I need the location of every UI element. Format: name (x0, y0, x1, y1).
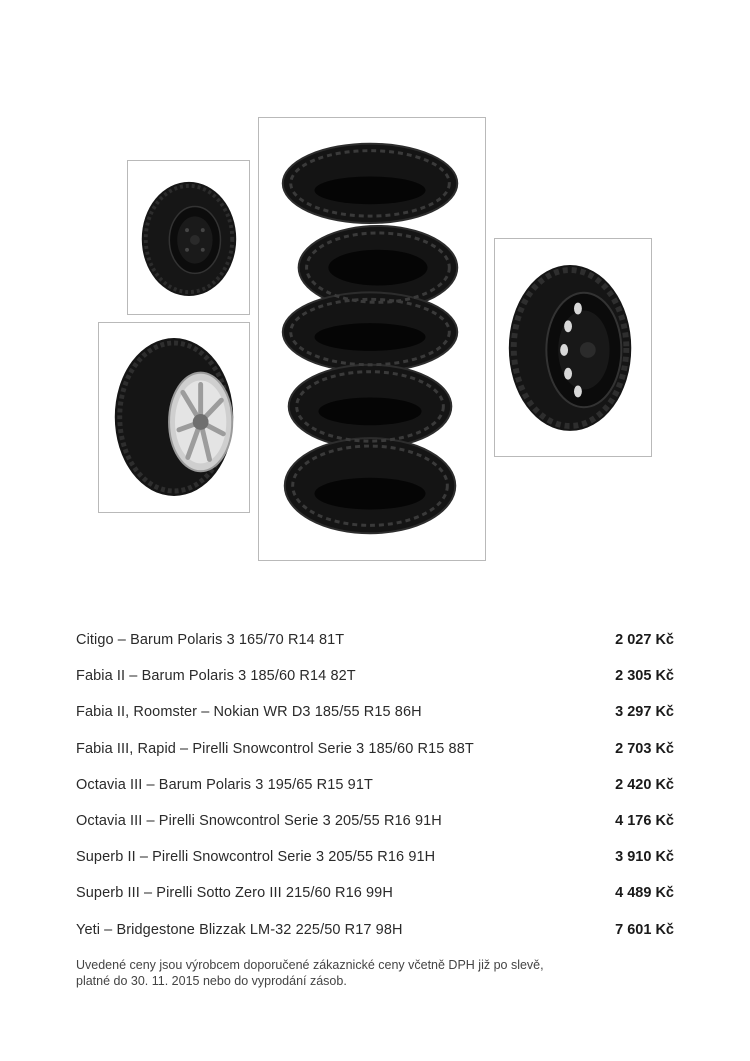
price-list (76, 622, 674, 948)
product-price: 2 703 Kč (615, 740, 674, 757)
tire-stack-image (258, 117, 486, 561)
price-row (76, 875, 674, 911)
price-disclaimer (76, 958, 636, 989)
tire-alloy-wheel-image (98, 322, 250, 513)
product-price: 2 305 Kč (615, 668, 674, 685)
product-price: 2 027 Kč (615, 632, 674, 649)
product-price: 4 176 Kč (615, 813, 674, 830)
price-row (76, 839, 674, 875)
product-name: Superb II – Pirelli Snowcontrol Serie 3 205/55 R16 91H (76, 849, 436, 866)
disclaimer-line-2: platné do 30. 11. 2015 nebo do vyprodání zásob. (76, 973, 347, 988)
product-name: Octavia III – Pirelli Snowcontrol Serie 3 205/55 R16 91H (76, 813, 442, 830)
tire-steel-wheel-large-illustration (495, 239, 651, 456)
price-row (76, 731, 674, 767)
product-name: Citigo – Barum Polaris 3 165/70 R14 81T (76, 632, 345, 649)
product-price: 3 297 Kč (615, 704, 674, 721)
product-price: 4 489 Kč (615, 885, 674, 902)
price-row (76, 658, 674, 694)
product-name: Fabia II – Barum Polaris 3 185/60 R14 82T (76, 668, 356, 685)
tire-steel-wheel-small-image (127, 160, 250, 315)
tire-stack-illustration (259, 118, 485, 560)
price-row (76, 912, 674, 948)
tire-steel-wheel-small-illustration (128, 161, 249, 314)
tire-steel-wheel-large-image (494, 238, 652, 457)
price-row (76, 803, 674, 839)
price-row (76, 622, 674, 658)
tire-alloy-wheel-illustration (99, 323, 249, 512)
product-price: 3 910 Kč (615, 849, 674, 866)
product-name: Superb III – Pirelli Sotto Zero III 215/60 R16 99H (76, 885, 393, 902)
product-name: Yeti – Bridgestone Blizzak LM-32 225/50 R17 98H (76, 921, 403, 938)
product-price: 7 601 Kč (615, 921, 674, 938)
product-name: Fabia II, Roomster – Nokian WR D3 185/55 R15 86H (76, 704, 422, 721)
price-row (76, 767, 674, 803)
product-price: 2 420 Kč (615, 776, 674, 793)
price-row (76, 694, 674, 730)
product-name: Octavia III – Barum Polaris 3 195/65 R15 91T (76, 776, 373, 793)
product-name: Fabia III, Rapid – Pirelli Snowcontrol Serie 3 185/60 R15 88T (76, 740, 474, 757)
disclaimer-line-1: Uvedené ceny jsou výrobcem doporučené zákaznické ceny včetně DPH již po slevě, (76, 958, 544, 972)
